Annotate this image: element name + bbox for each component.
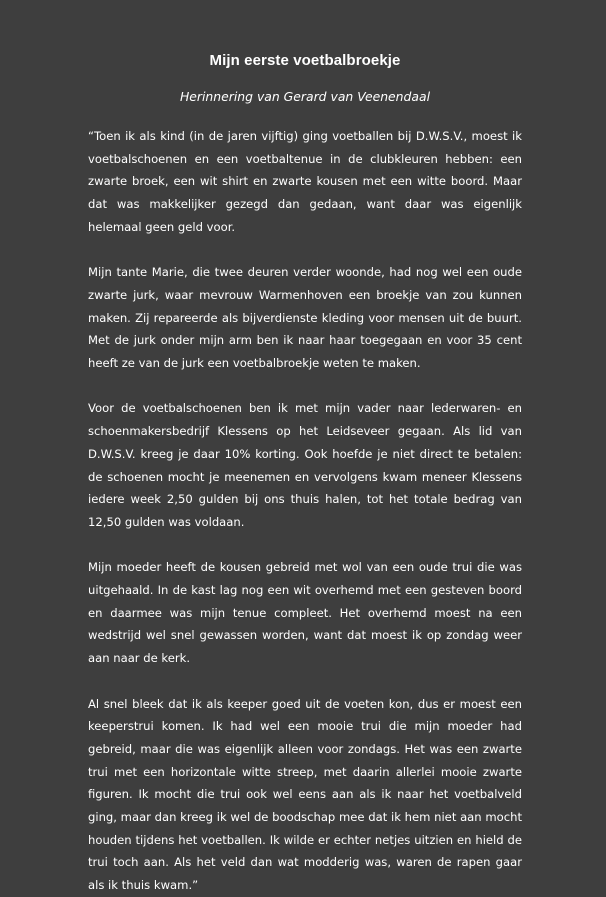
paragraph: Mijn moeder heeft de kousen gebreid met wol van een oude trui die was uitgehaald. In de kast lag nog een wit overhemd met een gesteven boord en daarmee was mijn tenue compleet. Het overhemd moest na een wedstrijd wel snel gewassen worden, want dat moest ik op zondag weer aan naar de kerk.: [88, 560, 522, 666]
page-title: Mijn eerste voetbalbroekje: [209, 52, 401, 69]
paragraph: Voor de voetbalschoenen ben ik met mijn vader naar lederwaren- en schoenmakersbedrijf Klessens op het Leidseveer gegaan. Als lid van D.W.S.V. kreeg je daar 10% korting. Ook hoefde je niet direct te betalen: de schoenen mocht je meenemen en vervolgens kwam meneer Klessens iedere week 2,50 gulden bij ons thuis halen, tot het totale bedrag van 12,50 gulden was voldaan.: [88, 401, 522, 529]
paragraph: “Toen ik als kind (in de jaren vijftig) ging voetballen bij D.W.S.V., moest ik voetbalschoenen en een voetbaltenue in de clubkleuren hebben: een zwarte broek, een wit shirt en zwarte kousen met een witte boord. Maar dat was makkelijker gezegd dan gedaan, want daar was eigenlijk helemaal geen geld voor.: [88, 129, 522, 234]
body-text: [88, 125, 522, 897]
page-subtitle: Herinnering van Gerard van Veenendaal: [179, 89, 431, 104]
paragraph: Al snel bleek dat ik als keeper goed uit de voeten kon, dus er moest een keeperstrui komen. Ik had wel een mooie trui die mijn moeder had gebreid, maar die was eigenlijk alleen voor zondags. Het was een zwarte trui met een horizontale witte streep, met daarin allerlei mooie zwarte figuren. Ik mocht die trui ook wel eens aan als ik naar het voetbalveld ging, maar dan kreeg ik wel de boodschap mee dat ik hem niet aan mocht houden tijdens het voetballen. Ik wilde er echter netjes uitzien en hield de trui toch aan. Als het veld dan wat modderig was, waren de rapen gaar als ik thuis kwam.”: [88, 696, 522, 893]
paragraph: Mijn tante Marie, die twee deuren verder woonde, had nog wel een oude zwarte jurk, waar mevrouw Warmenhoven een broekje van zou kunnen maken. Zij repareerde als bijverdienste kleding voor mensen uit de buurt. Met de jurk onder mijn arm ben ik naar haar toegegaan en voor 35 cent heeft ze van de jurk een voetbalbroekje weten te maken.: [88, 265, 522, 371]
